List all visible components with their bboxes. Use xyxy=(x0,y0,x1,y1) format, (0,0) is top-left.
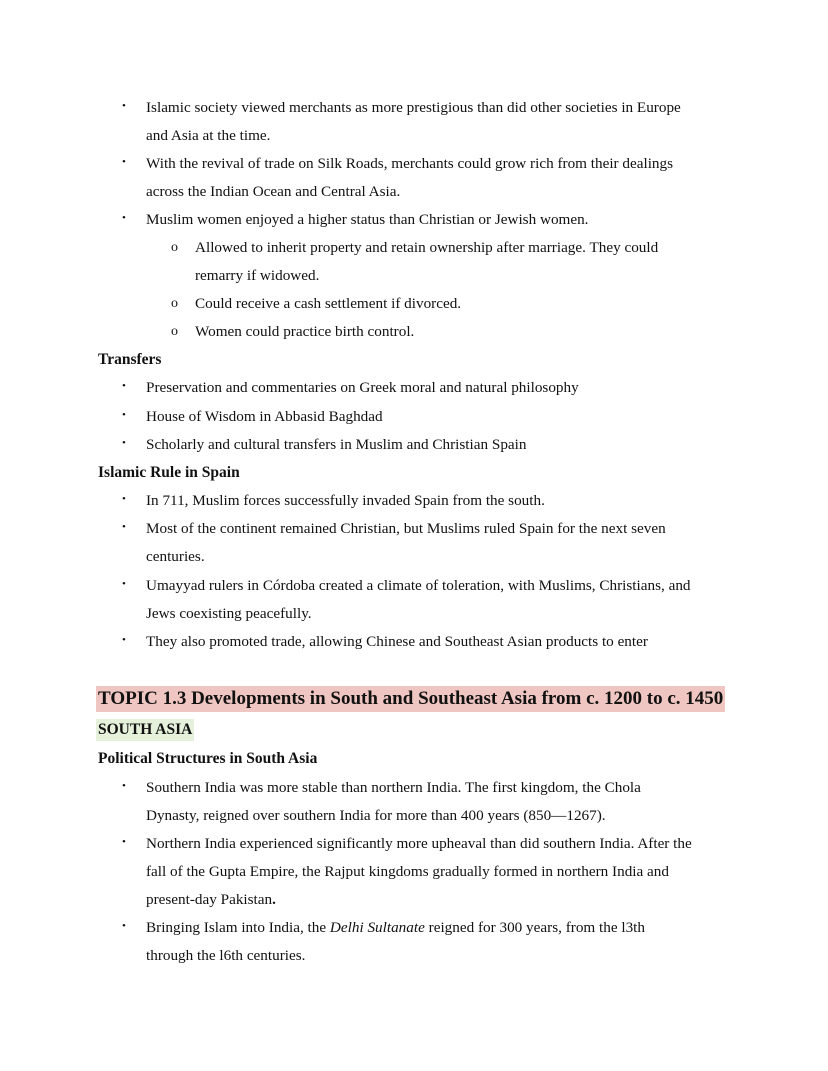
text-line: across the Indian Ocean and Central Asia. xyxy=(146,183,401,200)
text-line: Dynasty, reigned over southern India for more than 400 years (850—1267). xyxy=(146,807,606,824)
text-span: reigned for 300 years, from the l3th xyxy=(424,919,645,936)
text-line: In 711, Muslim forces successfully invaded Spain from the south. xyxy=(146,492,545,509)
text-line: Muslim women enjoyed a higher status than Christian or Jewish women. xyxy=(146,211,589,228)
bullet-marker: • xyxy=(122,437,126,449)
italic-term: Delhi Sultanate xyxy=(329,919,425,936)
text-line: Allowed to inherit property and retain ownership after marriage. They could xyxy=(195,239,659,256)
bullet-marker: • xyxy=(122,920,126,932)
text-line: centuries. xyxy=(146,548,205,565)
text-line: through the l6th centuries. xyxy=(146,947,306,964)
region-heading-south-asia: SOUTH ASIA xyxy=(96,719,194,741)
text-line: remarry if widowed. xyxy=(195,267,320,284)
text-line: Preservation and commentaries on Greek moral and natural philosophy xyxy=(146,379,579,396)
text-span: Bringing Islam into India, the xyxy=(146,919,330,936)
text-line: Southern India was more stable than northern India. The first kingdom, the Chola xyxy=(146,779,641,796)
text-line: Women could practice birth control. xyxy=(195,323,415,340)
text-line: Umayyad rulers in Córdoba created a climate of toleration, with Muslims, Christians, and xyxy=(146,577,691,594)
text-line: House of Wisdom in Abbasid Baghdad xyxy=(146,408,383,425)
text-line: Scholarly and cultural transfers in Muslim and Christian Spain xyxy=(146,436,527,453)
bullet-marker: • xyxy=(122,380,126,392)
bullet-marker: • xyxy=(122,156,126,168)
bold-period: . xyxy=(272,891,276,908)
topic-heading: TOPIC 1.3 Developments in South and Southeast Asia from c. 1200 to c. 1450 xyxy=(96,686,725,712)
text-line: With the revival of trade on Silk Roads, merchants could grow rich from their dealings xyxy=(146,155,674,172)
text-line: Northern India experienced significantly more upheaval than did southern India. After the xyxy=(146,835,692,852)
bullet-marker: • xyxy=(122,409,126,421)
text-line: Could receive a cash settlement if divorced. xyxy=(195,295,462,312)
text-span: present-day Pakistan xyxy=(146,891,273,908)
section-heading-political: Political Structures in South Asia xyxy=(98,750,318,767)
bullet-marker: • xyxy=(122,493,126,505)
bullet-marker: • xyxy=(122,212,126,224)
section-heading-transfers: Transfers xyxy=(98,351,162,368)
bullet-marker: • xyxy=(122,780,126,792)
bullet-marker: • xyxy=(122,836,126,848)
text-line xyxy=(146,890,276,910)
text-line: and Asia at the time. xyxy=(146,127,271,144)
bullet-marker: • xyxy=(122,100,126,112)
sub-bullet-marker: o xyxy=(171,324,178,339)
text-line: They also promoted trade, allowing Chinese and Southeast Asian products to enter xyxy=(146,633,648,650)
text-line: Jews coexisting peacefully. xyxy=(146,605,312,622)
text-line: Most of the continent remained Christian, but Muslims ruled Spain for the next seven xyxy=(146,520,666,537)
bullet-marker: • xyxy=(122,578,126,590)
sub-bullet-marker: o xyxy=(171,296,178,311)
text-line: fall of the Gupta Empire, the Rajput kingdoms gradually formed in northern India and xyxy=(146,863,669,880)
bullet-marker: • xyxy=(122,634,126,646)
sub-bullet-marker: o xyxy=(171,240,178,255)
section-heading-spain: Islamic Rule in Spain xyxy=(98,464,240,481)
text-line xyxy=(146,918,645,938)
text-line: Islamic society viewed merchants as more prestigious than did other societies in Europe xyxy=(146,99,681,116)
bullet-marker: • xyxy=(122,521,126,533)
